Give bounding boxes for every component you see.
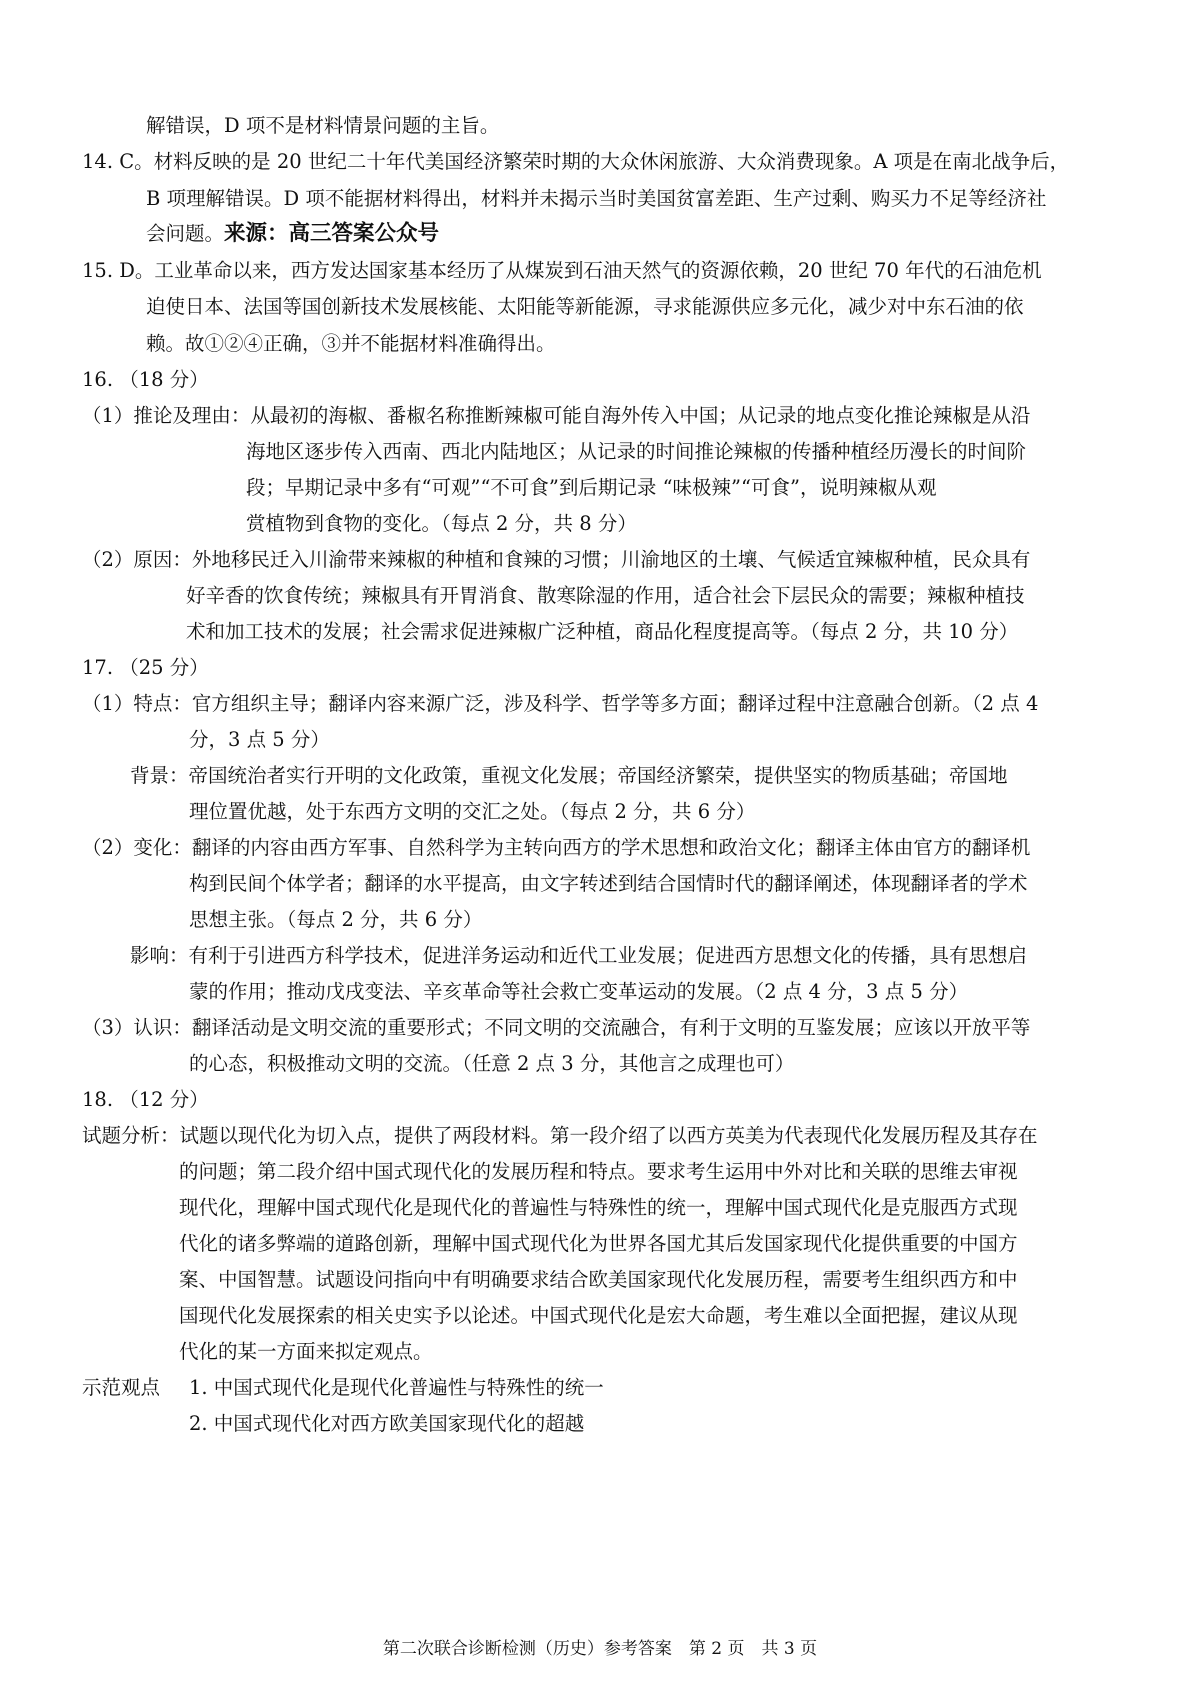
q16-heading: 16. （18 分）: [82, 368, 209, 391]
q16-part1-line-2: 海地区逐步传入西南、西北内陆地区；从记录的时间推论辣椒的传播种植经历漫长的时间阶: [246, 440, 1027, 463]
q18-analysis-line-3: 现代化，理解中国式现代化是现代化的普遍性与特殊性的统一，理解中国式现代化是克服西方式现: [179, 1196, 1018, 1219]
q18-analysis-line-6: 国现代化发展探索的相关史实予以论述。中国式现代化是宏大命题，考生难以全面把握，建议从现: [179, 1304, 1018, 1327]
q14-line-3: [146, 220, 439, 248]
q17-heading: 17. （25 分）: [82, 656, 209, 679]
q15-line-1: 15. D。工业革命以来，西方发达国家基本经历了从煤炭到石油天然气的资源依赖，20 世纪 70 年代的石油危机: [82, 259, 1042, 282]
q17-part2-line-3: 思想主张。（每点 2 分，共 6 分）: [189, 908, 483, 931]
q18-analysis-line-1: 试题分析：试题以现代化为切入点，提供了两段材料。第一段介绍了以西方英美为代表现代化发展历程及其存在: [82, 1124, 1038, 1147]
q16-part1-line-3: 段；早期记录中多有“可观”“不可食”到后期记录 “味极辣”“可食”，说明辣椒从观: [246, 476, 937, 499]
q17-impact-line-1: 影响：有利于引进西方科学技术，促进洋务运动和近代工业发展；促进西方思想文化的传播，具有思想启: [130, 944, 1028, 967]
q17-part2-line-2: 构到民间个体学者；翻译的水平提高，由文字转述到结合国情时代的翻译阐述，体现翻译者的学术: [189, 872, 1028, 895]
q18-analysis-line-7: 代化的某一方面来拟定观点。: [179, 1340, 433, 1363]
source-note: 来源：高三答案公众号: [224, 221, 440, 246]
q17-part1-line-1: （1）特点：官方组织主导；翻译内容来源广泛，涉及科学、哲学等多方面；翻译过程中注意融合创新。（2 点 4: [82, 692, 1039, 715]
page-footer: 第二次联合诊断检测（历史）参考答案 第 2 页 共 3 页: [382, 1639, 818, 1659]
q14-line-1: 14. C。材料反映的是 20 世纪二十年代美国经济繁荣时期的大众休闲旅游、大众消费现象。A 项是在南北战争后，: [82, 150, 1070, 173]
q17-part1-line-2: 分，3 点 5 分）: [189, 728, 330, 751]
q16-part1-line-1: （1）推论及理由：从最初的海椒、番椒名称推断辣椒可能自海外传入中国；从记录的地点变化推论辣椒是从沿: [82, 404, 1031, 427]
example-viewpoint-2: 2. 中国式现代化对西方欧美国家现代化的超越: [189, 1412, 585, 1435]
q15-line-3: 赖。故①②④正确，③并不能据材料准确得出。: [146, 332, 556, 355]
q16-part2-line-3: 术和加工技术的发展；社会需求促进辣椒广泛种植，商品化程度提高等。（每点 2 分，共 10 分）: [186, 620, 1019, 643]
example-viewpoints-label: 示范观点: [82, 1376, 161, 1399]
q17-background-line-1: 背景：帝国统治者实行开明的文化政策，重视文化发展；帝国经济繁荣，提供坚实的物质基础；帝国地: [130, 764, 1008, 787]
q17-part3-line-2: 的心态，积极推动文明的交流。（任意 2 点 3 分，其他言之成理也可）: [189, 1052, 795, 1075]
q14-line-3-text: 会问题。: [146, 222, 225, 245]
q13-continuation: 解错误，D 项不是材料情景问题的主旨。: [146, 114, 500, 137]
q17-part2-line-1: （2）变化：翻译的内容由西方军事、自然科学为主转向西方的学术思想和政治文化；翻译主体由官方的翻译机: [82, 836, 1031, 859]
q17-background-line-2: 理位置优越，处于东西方文明的交汇之处。（每点 2 分，共 6 分）: [189, 800, 756, 823]
q18-analysis-line-4: 代化的诸多弊端的道路创新，理解中国式现代化为世界各国尤其后发国家现代化提供重要的中国方: [179, 1232, 1018, 1255]
q18-heading: 18. （12 分）: [82, 1088, 209, 1111]
q17-impact-line-2: 蒙的作用；推动戊戌变法、辛亥革命等社会救亡变革运动的发展。（2 点 4 分，3 点 5 分）: [189, 980, 969, 1003]
example-viewpoint-1: 1. 中国式现代化是现代化普遍性与特殊性的统一: [189, 1376, 604, 1399]
q18-analysis-line-5: 案、中国智慧。试题设问指向中有明确要求结合欧美国家现代化发展历程，需要考生组织西方和中: [179, 1268, 1018, 1291]
q18-analysis-line-2: 的问题；第二段介绍中国式现代化的发展历程和特点。要求考生运用中外对比和关联的思维去审视: [179, 1160, 1018, 1183]
q16-part2-line-1: （2）原因：外地移民迁入川渝带来辣椒的种植和食辣的习惯；川渝地区的土壤、气候适宜辣椒种植，民众具有: [82, 548, 1031, 571]
q16-part1-line-4: 赏植物到食物的变化。（每点 2 分，共 8 分）: [246, 512, 637, 535]
q16-part2-line-2: 好辛香的饮食传统；辣椒具有开胃消食、散寒除湿的作用，适合社会下层民众的需要；辣椒种植技: [186, 584, 1025, 607]
q14-line-2: B 项理解错误。D 项不能据材料得出，材料并未揭示当时美国贫富差距、生产过剩、购买力不足等经济社: [146, 187, 1047, 210]
q15-line-2: 迫使日本、法国等国创新技术发展核能、太阳能等新能源，寻求能源供应多元化，减少对中东石油的依: [146, 295, 1024, 318]
q17-part3-line-1: （3）认识：翻译活动是文明交流的重要形式；不同文明的交流融合，有利于文明的互鉴发展；应该以开放平等: [82, 1016, 1031, 1039]
